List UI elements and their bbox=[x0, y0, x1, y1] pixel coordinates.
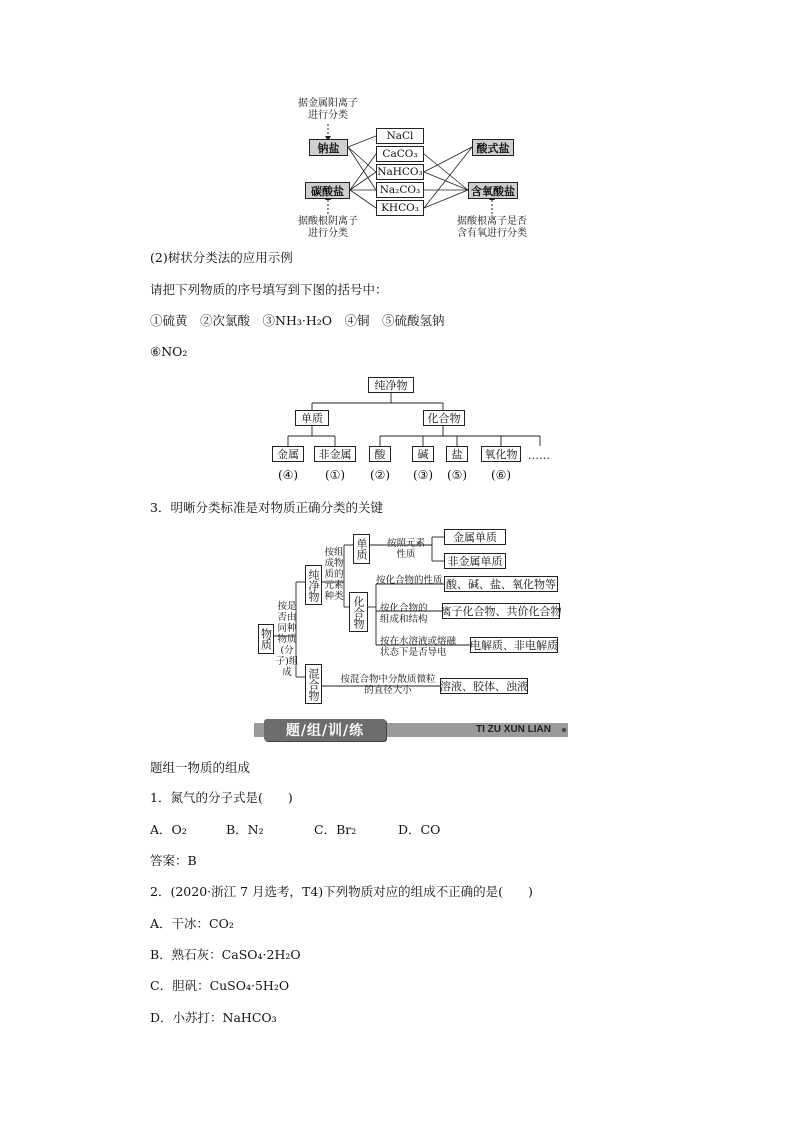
banner-pinyin: TI ZU XUN LIAN bbox=[476, 724, 551, 735]
answer-oxide: (⑥) bbox=[490, 468, 512, 482]
banner-title: 题/组/训/练 bbox=[285, 723, 365, 739]
criteria-element-rule: 按照元素性质 bbox=[386, 538, 425, 561]
result-solution-colloid: 溶液、胶体、浊液 bbox=[440, 680, 528, 693]
answer-acid: (②) bbox=[369, 468, 391, 482]
criteria-element: 单质 bbox=[353, 534, 370, 564]
result-ionic-covalent: 离子化合物、共价化合物 bbox=[440, 605, 562, 618]
criteria-root-rule: 按是否由同种物质(分子)组成 bbox=[275, 601, 299, 678]
q2-option-d: D．小苏打：NaHCO₃ bbox=[150, 1010, 277, 1025]
answer-base: (③) bbox=[412, 468, 434, 482]
box-nahco3: NaHCO₃ bbox=[377, 166, 423, 178]
tree-ellipsis: …… bbox=[528, 449, 550, 462]
criteria-compound: 化合物 bbox=[349, 592, 368, 632]
criteria-pure: 纯净物 bbox=[305, 565, 322, 605]
box-nacl: NaCl bbox=[376, 128, 424, 144]
result-nonmetal-element: 非金属单质 bbox=[444, 553, 506, 569]
substance-list-line2: ⑥NO₂ bbox=[150, 344, 188, 359]
bottom-right-note-line-2: 含有氧进行分类 bbox=[457, 227, 527, 239]
criteria-compound-rule-3: 按在水溶液或熔融状态下是否导电 bbox=[380, 636, 457, 659]
answer-nonmetal: (①) bbox=[324, 468, 346, 482]
q1-stem: 1．氮气的分子式是( ) bbox=[150, 790, 293, 805]
q1-option-a: A．O₂ bbox=[150, 822, 187, 837]
q2-option-a: A．干冰：CO₂ bbox=[150, 916, 234, 931]
q1-answer: 答案：B bbox=[150, 853, 197, 868]
bottom-left-note-line-1: 据酸根阴离子 bbox=[298, 216, 358, 227]
bottom-right-note-line-1: 据酸根离子是否 bbox=[457, 216, 527, 227]
tree-nonmetal: 非金属 bbox=[314, 446, 356, 462]
criteria-compound-rule-1: 按化合物的性质 bbox=[376, 575, 443, 586]
criteria-mixture: 混合物 bbox=[305, 664, 322, 704]
tree-oxide: 氧化物 bbox=[481, 446, 521, 462]
top-note-line-1: 据金属阳离子 bbox=[298, 98, 358, 109]
group-title: 题组一物质的组成 bbox=[150, 760, 251, 775]
box-acid-salt: 酸式盐 bbox=[472, 139, 514, 156]
result-electrolyte: 电解质、非电解质 bbox=[470, 639, 558, 652]
box-oxyacid-salt: 含氧酸盐 bbox=[468, 182, 518, 199]
tree-metal: 金属 bbox=[272, 446, 304, 462]
section2-instruction: 请把下列物质的序号填写到下图的括号中： bbox=[150, 282, 388, 297]
tree-compound: 化合物 bbox=[423, 410, 465, 426]
q1-option-c: C．Br₂ bbox=[314, 822, 357, 837]
section3-heading: 3．明晰分类标准是对物质正确分类的关键 bbox=[150, 500, 383, 515]
bottom-left-note-line-2: 进行分类 bbox=[308, 227, 348, 239]
box-na2co3: Na₂CO₃ bbox=[376, 182, 424, 198]
answer-salt: (⑤) bbox=[446, 468, 468, 482]
q2-option-b: B．熟石灰：CaSO₄·2H₂O bbox=[150, 947, 301, 962]
q1-option-d: D．CO bbox=[398, 822, 441, 837]
criteria-mixture-rule: 按混合物中分散质微粒的直径大小 bbox=[340, 674, 436, 697]
section2-heading: (2)树状分类法的应用示例 bbox=[150, 250, 293, 265]
tree-element: 单质 bbox=[295, 410, 329, 426]
criteria-pure-rule: 按组成物质的元素种类 bbox=[324, 547, 344, 602]
q2-stem: 2．(2020·浙江 7 月选考，T4)下列物质对应的组成不正确的是( ) bbox=[150, 884, 533, 899]
tree-root-pure: 纯净物 bbox=[368, 377, 414, 393]
banner-dot bbox=[562, 728, 566, 732]
tree-base: 碱 bbox=[412, 446, 434, 462]
tree-acid: 酸 bbox=[369, 446, 391, 462]
criteria-root-matter: 物质 bbox=[258, 624, 274, 654]
top-note-line-2: 进行分类 bbox=[308, 109, 348, 121]
result-metal-element: 金属单质 bbox=[444, 529, 506, 545]
q1-option-b: B．N₂ bbox=[226, 822, 264, 837]
box-carbonate: 碳酸盐 bbox=[305, 182, 350, 199]
box-caco3: CaCO₃ bbox=[376, 146, 424, 162]
box-khco3: KHCO₃ bbox=[376, 200, 424, 216]
result-acid-base-salt: 酸、碱、盐、氧化物等 bbox=[446, 578, 556, 591]
tree-salt: 盐 bbox=[446, 446, 468, 462]
criteria-compound-rule-2: 按化合物的组成和结构 bbox=[380, 603, 428, 626]
answer-metal: (④) bbox=[277, 468, 299, 482]
box-sodium-salt: 钠盐 bbox=[309, 139, 348, 156]
q2-option-c: C．胆矾：CuSO₄·5H₂O bbox=[150, 978, 290, 993]
substance-list: ①硫黄 ②次氯酸 ③NH₃·H₂O ④铜 ⑤硫酸氢钠 bbox=[150, 313, 445, 328]
